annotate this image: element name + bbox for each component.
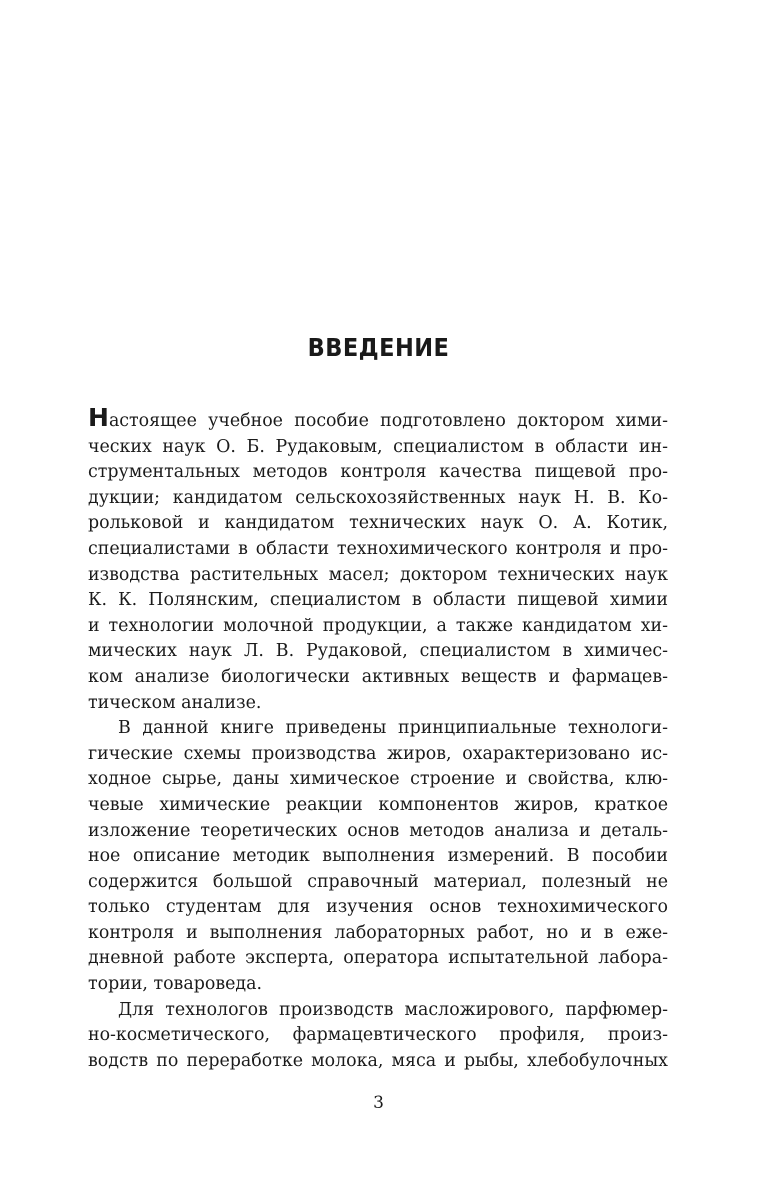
text-line: К. К. Полянским, специалистом в области пищевой химии [88,590,668,611]
text-line: Настоящее учебное пособие подготовлено доктором хими- [88,403,668,432]
text-line: чевые химические реакции компонентов жиров, краткое [88,794,668,815]
text-line: но-косметического, фармацевтического профиля, произ- [88,1025,668,1046]
text-line: специалистами в области технохимического контроля и про- [88,538,668,559]
text-line: изводства растительных масел; доктором технических наук [88,564,668,585]
text-line: ком анализе биологически активных веществ и фармацев- [88,666,668,687]
text-line: В данной книге приведены принципиальные технологи- [118,718,668,739]
text-line: ческих наук О. Б. Рудаковым, специалистом в области ин- [88,436,668,457]
text-line: контроля и выполнения лабораторных работ, но и в еже- [88,922,668,943]
text-line: Для технологов производств масложирового, парфюмер- [118,999,668,1020]
page-number: 3 [373,1093,384,1113]
text-line: тории, товароведа. [88,974,262,995]
text-line: мических наук Л. В. Рудаковой, специалистом в химичес- [88,641,668,662]
body-text [88,403,668,1074]
text-line: изложение теоретических основ методов анализа и деталь- [88,820,668,841]
text-line: и технологии молочной продукции, а также кандидатом хи- [88,615,668,636]
page-title: ВВЕДЕНИЕ [307,333,450,362]
text-line: ходное сырье, даны химическое строение и свойства, клю- [88,769,668,790]
text-line: водств по переработке молока, мяса и рыбы, хлебобулочных [88,1050,668,1071]
paragraph-2 [88,716,668,998]
text-line: тическом анализе. [88,692,262,713]
drop-cap: Н [88,403,109,432]
text-line: только студентам для изучения основ технохимического [88,897,668,918]
text-line: ное описание методик выполнения измерений. В пособии [88,846,668,867]
paragraph-1 [88,403,668,716]
paragraph-3 [88,998,668,1075]
text-line: струментальных методов контроля качества пищевой про- [88,462,668,483]
text-line: рольковой и кандидатом технических наук О. А. Котик, [88,513,668,534]
text-line: гические схемы производства жиров, охарактеризовано ис- [88,743,668,764]
text-line: дукции; кандидатом сельскохозяйственных наук Н. В. Ко- [88,487,668,508]
text-line: содержится большой справочный материал, полезный не [88,871,668,892]
text-line: дневной работе эксперта, оператора испытательной лабора- [88,948,668,969]
